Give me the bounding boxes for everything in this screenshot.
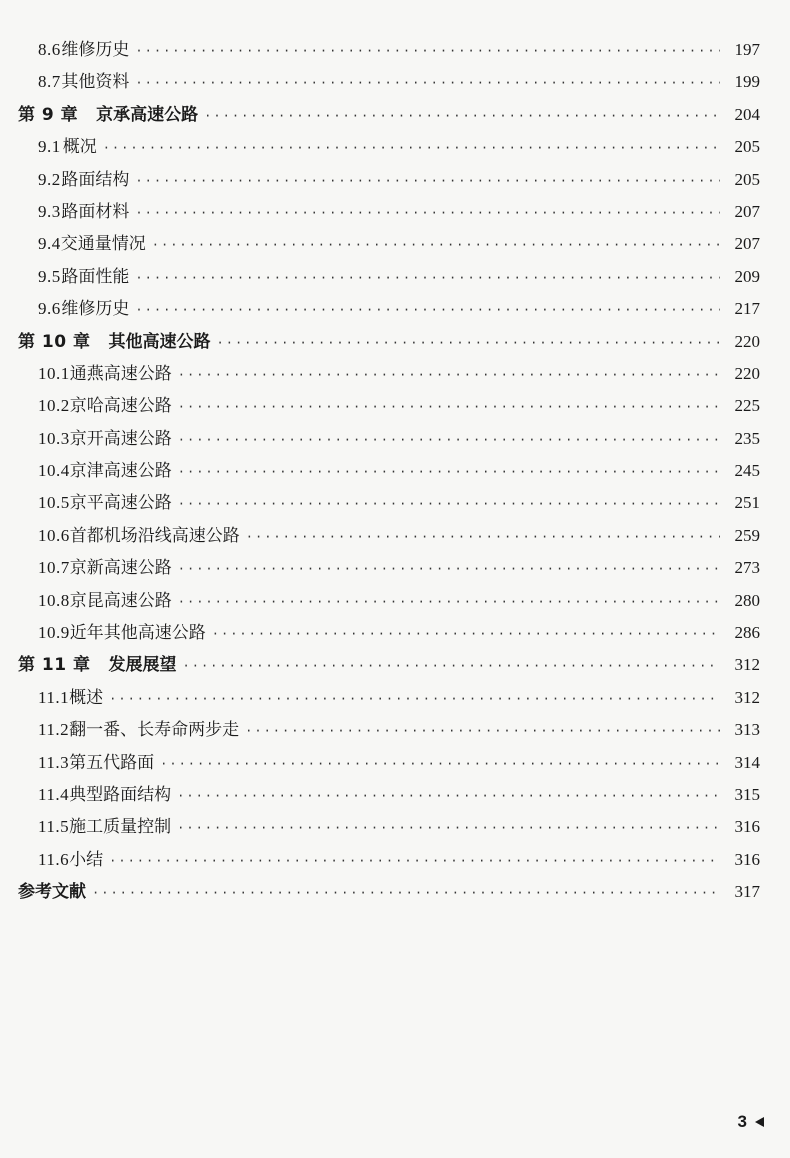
toc-entry-page: 273 <box>734 558 760 578</box>
dot-leader <box>178 488 720 520</box>
dot-leader <box>135 294 720 326</box>
toc-entry-number: 10.2 <box>38 396 70 416</box>
toc-entry-page: 205 <box>734 137 760 157</box>
toc-entry-title: 交通量情况 <box>60 234 146 255</box>
toc-chapter-entry[interactable] <box>18 326 760 358</box>
toc-section-entry[interactable] <box>18 455 760 487</box>
dot-leader <box>135 197 720 229</box>
dot-leader <box>178 424 720 456</box>
toc-section-entry[interactable] <box>18 293 760 325</box>
toc-entry-title: 京昆高速公路 <box>69 590 172 611</box>
dot-leader <box>204 100 720 132</box>
toc-entry-title: 小结 <box>69 849 104 870</box>
toc-entry-title: 施工质量控制 <box>69 817 172 838</box>
toc-entry-page: 217 <box>734 299 760 319</box>
dot-leader <box>177 812 720 844</box>
toc-section-entry[interactable] <box>18 261 760 293</box>
toc-entry-title: 概述 <box>69 687 104 708</box>
toc-entry-title: 通燕高速公路 <box>69 363 172 384</box>
toc-entry-page: 199 <box>734 72 760 92</box>
toc-chapter-entry[interactable] <box>18 876 760 908</box>
dot-leader <box>245 715 720 747</box>
toc-section-entry[interactable] <box>18 779 760 811</box>
toc-entry-number: 9.6 <box>38 299 61 319</box>
toc-entry-title: 路面材料 <box>61 201 130 222</box>
dot-leader <box>212 618 720 650</box>
toc-entry-title: 路面性能 <box>61 266 130 287</box>
toc-entry-title: 京津高速公路 <box>69 461 172 482</box>
toc-section-entry[interactable] <box>18 66 760 98</box>
toc-entry-number: 第 10 章 <box>18 331 91 352</box>
toc-section-entry[interactable] <box>18 520 760 552</box>
toc-entry-page: 197 <box>734 40 760 59</box>
dot-leader <box>92 877 720 909</box>
toc-entry-title: 翻一番、长寿命两步走 <box>69 720 240 741</box>
toc-section-entry[interactable] <box>18 747 760 779</box>
toc-entry-number: 第 9 章 <box>18 104 79 125</box>
toc-entry-page: 209 <box>734 266 760 286</box>
toc-entry-page: 205 <box>734 169 760 189</box>
toc-entry-title: 概况 <box>62 137 97 158</box>
toc-entry-number: 10.8 <box>38 590 70 610</box>
toc-chapter-entry[interactable] <box>18 99 760 131</box>
toc-section-entry[interactable] <box>18 682 760 714</box>
dot-leader <box>178 586 720 618</box>
toc-section-entry[interactable] <box>18 714 760 746</box>
toc-entry-page: 207 <box>734 201 760 221</box>
toc-entry-page: 317 <box>734 882 760 902</box>
toc-entry-title: 其他高速公路 <box>108 331 211 352</box>
toc-entry-page: 245 <box>734 461 760 481</box>
toc-entry-page: 280 <box>734 590 760 610</box>
page-footer <box>738 1112 764 1132</box>
toc-entry-title: 第五代路面 <box>69 752 155 773</box>
toc-entry-number: 10.4 <box>38 461 70 481</box>
toc-entry-page: 313 <box>734 720 760 740</box>
toc-entry-number: 11.3 <box>38 752 70 772</box>
toc-entry-number: 9.2 <box>38 169 61 189</box>
toc-entry-number: 9.1 <box>38 137 61 157</box>
toc-section-entry[interactable] <box>18 617 760 649</box>
toc-entry-number: 11.6 <box>38 849 70 869</box>
toc-entry-title: 参考文献 <box>18 882 86 903</box>
toc-entry-number: 10.5 <box>38 493 70 513</box>
dot-leader <box>183 650 721 682</box>
toc-entry-page: 316 <box>734 817 760 837</box>
dot-leader <box>135 35 720 67</box>
dot-leader <box>160 748 720 780</box>
toc-entry-page: 225 <box>734 396 760 416</box>
toc-entry-number: 11.5 <box>38 817 70 837</box>
toc-entry-page: 312 <box>734 687 760 707</box>
toc-entry-title: 典型路面结构 <box>69 784 172 805</box>
toc-section-entry[interactable] <box>18 390 760 422</box>
toc-entry-number: 9.5 <box>38 266 61 286</box>
toc-section-entry[interactable] <box>18 487 760 519</box>
toc-entry-page: 220 <box>734 363 760 383</box>
toc-entry-page: 235 <box>734 428 760 448</box>
dot-leader <box>178 456 720 488</box>
toc-entry-title: 京承高速公路 <box>96 104 199 125</box>
toc-section-entry[interactable] <box>18 552 760 584</box>
toc-entry-page: 315 <box>734 784 760 804</box>
toc-entry-number: 11.2 <box>38 720 70 740</box>
toc-entry-number: 10.9 <box>38 623 70 643</box>
toc-entry-title: 路面结构 <box>61 169 130 190</box>
toc-entry-number: 第 11 章 <box>18 655 91 676</box>
dot-leader <box>177 780 720 812</box>
dot-leader <box>109 683 720 715</box>
toc-section-entry[interactable] <box>18 423 760 455</box>
dot-leader <box>135 67 720 99</box>
dot-leader <box>103 132 720 164</box>
toc-entry-title: 近年其他高速公路 <box>69 623 206 644</box>
toc-section-entry[interactable] <box>18 358 760 390</box>
toc-section-entry[interactable] <box>18 164 760 196</box>
toc-entry-number: 10.1 <box>38 363 70 383</box>
dot-leader <box>178 359 720 391</box>
toc-entry-title: 京平高速公路 <box>69 493 172 514</box>
toc-entry-page: 312 <box>734 655 760 675</box>
left-triangle-icon <box>755 1117 764 1127</box>
toc-entry-page: 259 <box>734 525 760 545</box>
toc-section-entry[interactable] <box>18 844 760 876</box>
dot-leader <box>217 327 721 359</box>
toc-section-entry[interactable] <box>18 585 760 617</box>
toc-section-entry[interactable] <box>18 811 760 843</box>
toc-chapter-entry[interactable] <box>18 649 760 681</box>
toc-section-entry[interactable] <box>18 131 760 163</box>
toc-entry-number: 9.3 <box>38 201 61 221</box>
toc-entry-number: 8.6 <box>38 40 61 59</box>
toc-entry-title: 京哈高速公路 <box>69 396 172 417</box>
dot-leader <box>152 229 720 261</box>
toc-entry-number: 11.1 <box>38 687 70 707</box>
toc-entry-title: 京新高速公路 <box>69 558 172 579</box>
toc-entry-number: 10.6 <box>38 525 70 545</box>
dot-leader <box>178 391 720 423</box>
toc-section-entry[interactable] <box>18 228 760 260</box>
page-number: 3 <box>737 1112 747 1131</box>
dot-leader <box>109 845 720 877</box>
toc-entry-page: 286 <box>734 623 760 643</box>
toc-entry-page: 316 <box>734 849 760 869</box>
toc-entry-page: 314 <box>734 752 760 772</box>
dot-leader <box>246 521 720 553</box>
toc-entry-title: 维修历史 <box>61 299 130 320</box>
toc-entry-page: 207 <box>734 234 760 254</box>
toc-section-entry[interactable] <box>18 196 760 228</box>
toc-entry-title: 其他资料 <box>61 72 130 93</box>
toc-entry-number: 11.4 <box>38 784 70 804</box>
dot-leader <box>178 553 720 585</box>
toc-entry-page: 220 <box>734 331 760 351</box>
toc-entry-page: 204 <box>734 104 760 124</box>
dot-leader <box>135 262 720 294</box>
toc-entry-title: 发展展望 <box>108 655 177 676</box>
toc-entry-number: 10.3 <box>38 428 70 448</box>
dot-leader <box>135 165 720 197</box>
toc-entry-page: 251 <box>734 493 760 513</box>
toc-section-entry[interactable] <box>18 34 760 66</box>
toc-entry-number: 9.4 <box>38 234 61 254</box>
toc-entry-number: 8.7 <box>38 72 61 92</box>
toc-entry-number: 10.7 <box>38 558 70 578</box>
table-of-contents <box>18 34 760 909</box>
toc-entry-title: 维修历史 <box>61 40 130 60</box>
toc-entry-title: 京开高速公路 <box>69 428 172 449</box>
toc-entry-title: 首都机场沿线高速公路 <box>69 525 240 546</box>
